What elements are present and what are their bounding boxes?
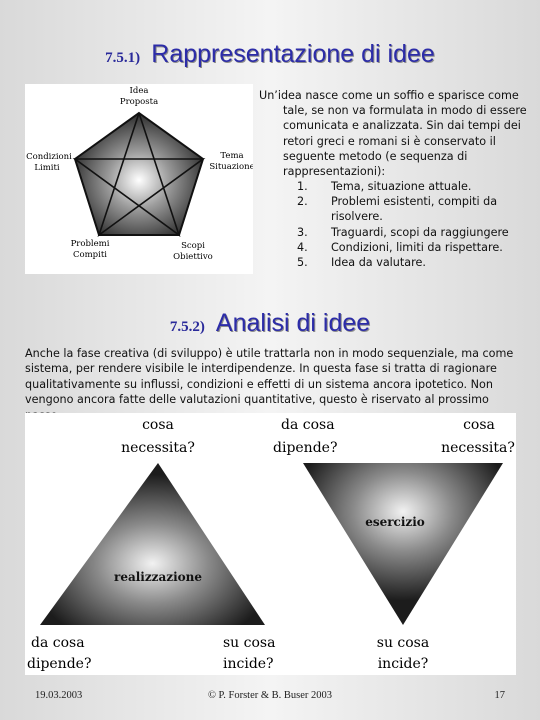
label-dipende: dipende? bbox=[273, 440, 338, 456]
step-number: 4. bbox=[297, 240, 308, 254]
label-compiti: Compiti bbox=[73, 250, 107, 260]
step-text: Problemi esistenti, compiti da risolvere. bbox=[331, 195, 498, 224]
esercizio-triangle bbox=[303, 463, 503, 625]
step-number: 5. bbox=[297, 256, 308, 270]
pentagon-diagram bbox=[25, 84, 253, 274]
label-tema: Tema bbox=[220, 151, 244, 161]
label-limiti: Limiti bbox=[34, 163, 60, 173]
step-text: Tema, situazione attuale. bbox=[331, 180, 472, 193]
realizzazione-label: realizzazione bbox=[114, 570, 202, 584]
section-heading-2 bbox=[0, 309, 540, 338]
realizzazione-triangle bbox=[40, 463, 265, 625]
label-condizioni: Condizioni bbox=[26, 152, 72, 162]
label-problemi: Problemi bbox=[70, 239, 110, 249]
step-number: 3. bbox=[297, 225, 308, 239]
label-necessita: necessita? bbox=[121, 440, 195, 456]
list-item bbox=[297, 225, 531, 240]
footer-copyright: © P. Forster & B. Buser 2003 bbox=[207, 690, 333, 701]
label-situazione: Situazione bbox=[209, 162, 253, 172]
method-steps-list bbox=[297, 179, 531, 270]
label-su-cosa: su cosa bbox=[223, 635, 276, 651]
list-item bbox=[297, 179, 531, 194]
analysis-paragraph: Anche la fase creativa (di sviluppo) è utile trattarla non in modo sequenziale, ma come sistema, per rendere visibile le interdipendenze. In questa fase si tratta di ragionare qualitativamente su influssi, condizioni e effetti di un sistema ancora ipotetico. Non vengono ancora fatte delle valutazioni quantitative, questo è riservato al prossimo bbox=[25, 347, 514, 407]
intro-continuation: tale, se non va formulata in modo di essere comunicata e analizzata. Sin dai tempi dei retori greci e romani si è conservato il seguente metodo (e sequenza di rappresentazioni): bbox=[283, 104, 527, 179]
page-number: 17 bbox=[494, 690, 505, 701]
label-necessita: necessita? bbox=[441, 440, 515, 456]
footer-date: 19.03.2003 bbox=[35, 690, 83, 701]
label-su-cosa: su cosa bbox=[376, 635, 430, 651]
label-dipende: dipende? bbox=[27, 656, 92, 672]
list-item bbox=[297, 194, 531, 224]
section-title: Analisi di idee bbox=[215, 309, 371, 337]
label-idea: Idea bbox=[129, 86, 149, 96]
label-cosa: cosa bbox=[463, 417, 495, 433]
section-title: Rappresentazione di idee bbox=[151, 40, 435, 68]
step-number: 2. bbox=[297, 195, 308, 209]
label-da-cosa: da cosa bbox=[31, 635, 85, 651]
section-heading-1 bbox=[0, 40, 540, 69]
intro-text bbox=[259, 88, 531, 179]
section-number: 7.5.2) bbox=[169, 319, 205, 335]
esercizio-label: esercizio bbox=[365, 515, 425, 529]
label-incide: incide? bbox=[223, 656, 274, 672]
step-text: Condizioni, limiti da rispettare. bbox=[331, 240, 503, 254]
label-obiettivo: Obiettivo bbox=[173, 252, 213, 262]
list-item bbox=[297, 240, 531, 255]
label-proposta: Proposta bbox=[119, 97, 159, 107]
label-cosa: cosa bbox=[142, 417, 174, 433]
list-item bbox=[297, 255, 531, 270]
step-text: Traguardi, scopi da raggiungere bbox=[331, 225, 509, 239]
label-da-cosa: da cosa bbox=[281, 417, 335, 433]
label-scopi: Scopi bbox=[181, 241, 205, 251]
triangles-diagram bbox=[25, 413, 516, 675]
step-text: Idea da valutare. bbox=[331, 256, 426, 270]
label-incide: incide? bbox=[377, 656, 429, 672]
section-number: 7.5.1) bbox=[105, 50, 141, 66]
intro-first-line: Un’idea nasce come un soffio e sparisce come bbox=[259, 89, 519, 102]
step-number: 1. bbox=[297, 180, 308, 193]
